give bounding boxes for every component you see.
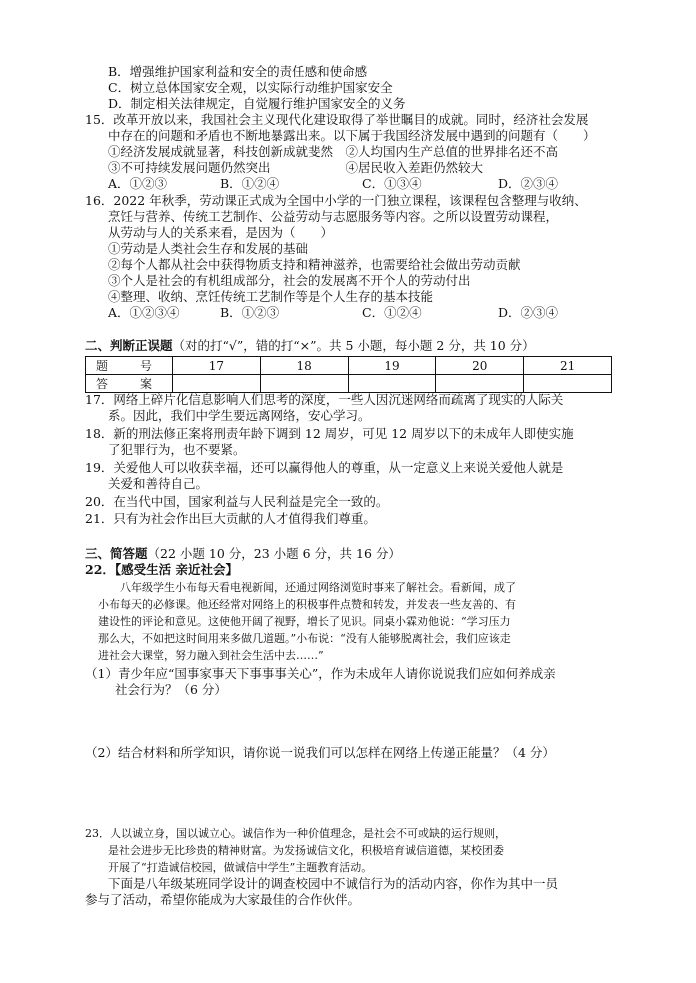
table-number-21: 21 [524, 357, 612, 375]
q21-line: 21．只有为社会作出巨大贡献的人才值得我们尊重。 [85, 511, 376, 526]
answer-table [85, 356, 612, 393]
q15-stem-line: 15．改革开放以来，我国社会主义现代化建设取得了举世瞩目的成就。同时，经济社会发展 [85, 112, 589, 127]
answer-cell-21[interactable] [524, 375, 612, 393]
q14-option-d: D．制定相关法律规定，自觉履行维护国家安全的义务 [108, 96, 406, 111]
q15-stem-line: 中存在的问题和矛盾也不断地暴露出来。以下属于我国经济发展中遇到的问题有（ ） [108, 128, 596, 143]
q17-line: 系。因此，我们中学生要远离网络，安心学习。 [108, 408, 371, 423]
q16-choice-line: ④整理、收纳、烹饪传统工艺制作等是个人生存的基本技能 [108, 289, 434, 304]
q16-option-b: B．①②③ [220, 305, 280, 320]
q14-option-c: C．树立总体国家安全观，以实际行动维护国家安全 [108, 80, 393, 95]
q16-option-c: C．①②④ [362, 305, 422, 320]
answer-table-header-row [86, 357, 612, 375]
section3-note: （22 小题 10 分，23 小题 6 分，共 16 分） [147, 546, 401, 561]
q19-line: 关爱和善待自己。 [108, 476, 209, 491]
answer-table-answer-row [86, 375, 612, 393]
q22-material-line: 八年级学生小布每天看电视新闻，还通过网络浏览时事来了解社会。看新闻，成了 [120, 581, 516, 594]
q23-material-line: 是社会进步无比珍贵的精神财富。为发扬诚信文化，积极培育诚信道德，某校团委 [108, 844, 504, 857]
section2-heading [85, 338, 535, 354]
q15-option-d: D．②③④ [498, 176, 559, 191]
q16-choice-line: ③个人是社会的有机组成部分，社会的发展离不开个人的劳动付出 [108, 273, 471, 288]
q15-choice-line: ①经济发展成就显著，科技创新成就斐然 ②人均国内生产总值的世界排名还不高 [108, 144, 559, 159]
q22-material-line: 那么大，不如把这时间用来多做几道题。”小布说：“没有人能够脱离社会，我们应该走 [98, 632, 511, 645]
table-label-answer: 答 案 [86, 375, 173, 393]
table-label-number: 题 号 [86, 357, 173, 375]
answer-cell-18[interactable] [260, 375, 348, 393]
q23-material-line: 23．人以诚立身，国以诚立心。诚信作为一种价值理念，是社会不可或缺的运行规则， [85, 827, 506, 840]
q18-line: 了犯罪行为，也不要紧。 [108, 442, 246, 457]
q16-choice-line: ②每个人都从社会中获得物质支持和精神滋养，也需要给社会做出劳动贡献 [108, 257, 521, 272]
table-number-20: 20 [436, 357, 524, 375]
q16-stem-line: 16．2022 年秋季，劳动课正式成为全国中小学的一门独立课程，该课程包含整理与收纳、 [85, 193, 587, 208]
section2-title: 二、判断正误题 [85, 338, 173, 353]
table-number-19: 19 [348, 357, 436, 375]
q19-line: 19．关爱他人可以收获幸福，还可以赢得他人的尊重，从一定意义上来说关爱他人就是 [85, 460, 564, 475]
q17-line: 17．网络上碎片化信息影响人们思考的深度，一些人因沉迷网络而疏离了现实的人际关 [85, 392, 564, 407]
q22-sub1-line: （1）青少年应“国事家事天下事事事关心”，作为未成年人请你说说我们应如何养成亲 [85, 666, 556, 681]
q22-sub1-line: 社会行为？（6 分） [115, 682, 227, 697]
q16-option-d: D．②③④ [498, 305, 559, 320]
q23-tail-line: 下面是八年级某班同学设计的调查校园中不诚信行为的活动内容，你作为其中一员 [108, 876, 559, 891]
answer-cell-20[interactable] [436, 375, 524, 393]
section2-note: （对的打“√”，错的打“×”。共 5 小题，每小题 2 分，共 10 分） [172, 338, 535, 353]
q22-material-line: 进社会大课堂，努力融入到社会生活中去……” [98, 649, 324, 662]
q15-option-b: B．①②④ [220, 176, 280, 191]
q16-choice-line: ①劳动是人类社会生存和发展的基础 [108, 241, 309, 256]
q23-material-line: 开展了“打造诚信校园，做诚信中学生”主题教育活动。 [108, 861, 373, 874]
answer-cell-19[interactable] [348, 375, 436, 393]
q15-choice-line: ③不可持续发展问题仍然突出 ④居民收入差距仍然较大 [108, 160, 484, 175]
q16-stem-line: 从劳动与人的关系来看，是因为（ ） [108, 225, 334, 240]
section3-title: 三、简答题 [85, 546, 148, 561]
q16-option-a: A．①②③④ [108, 305, 180, 320]
q22-sub2: （2）结合材料和所学知识，请你说一说我们可以怎样在网络上传递正能量？（4 分） [85, 745, 555, 760]
table-number-17: 17 [173, 357, 261, 375]
table-number-18: 18 [260, 357, 348, 375]
q22-material-line: 小布每天的必修课。他还经常对网络上的积极事件点赞和转发，并发表一些友善的、有 [98, 598, 516, 611]
q18-line: 18．新的刑法修正案将刑责年龄下调到 12 周岁，可见 12 周岁以下的未成年人即使实施 [85, 426, 574, 441]
q20-line: 20．在当代中国，国家利益与人民利益是完全一致的。 [85, 494, 389, 509]
q15-option-c: C．①③④ [362, 176, 422, 191]
q22-heading: 22．【感受生活 亲近社会】 [85, 562, 238, 577]
q16-stem-line: 烹饪与营养、传统工艺制作、公益劳动与志愿服务等内容。之所以设置劳动课程， [108, 209, 559, 224]
q23-tail-line: 参与了活动，希望你能成为大家最佳的合作伙伴。 [85, 892, 361, 907]
section3-heading [85, 546, 401, 562]
q15-option-a: A．①②③ [108, 176, 168, 191]
q14-option-b: B．增强维护国家利益和安全的责任感和使命感 [108, 64, 368, 79]
q22-material-line: 建设性的评论和意见。这使他开阔了视野，增长了见识。同桌小霖劝他说：“学习压力 [98, 615, 511, 628]
answer-cell-17[interactable] [173, 375, 261, 393]
